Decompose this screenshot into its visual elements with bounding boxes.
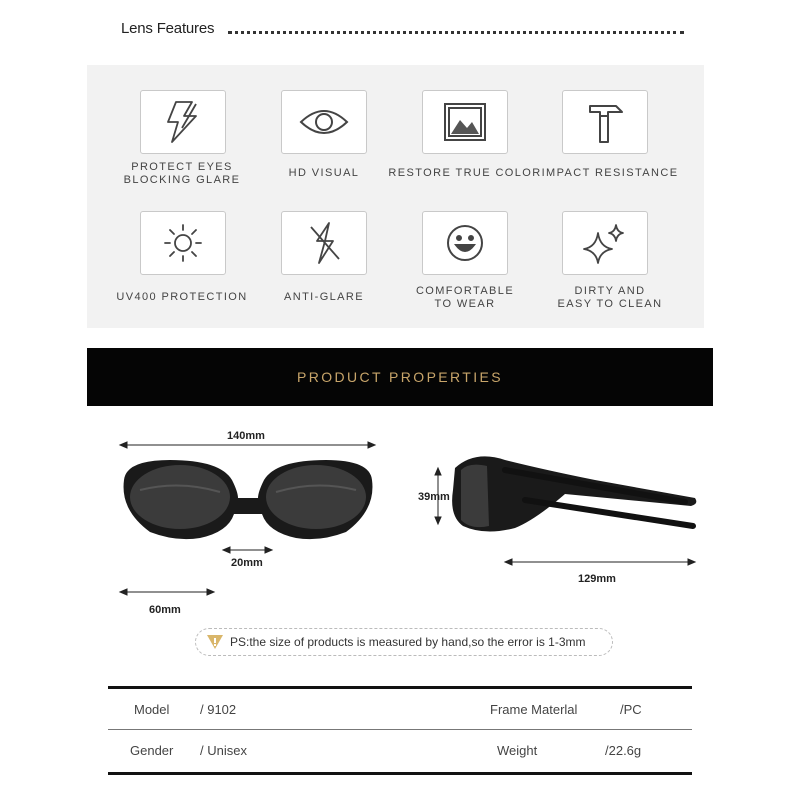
spec-material-label: Frame Materlal xyxy=(490,702,578,717)
spec-gender-value: / Unisex xyxy=(200,743,247,758)
spec-material-value: /PC xyxy=(620,702,642,717)
feature-label-impact: IMPACT RESISTANCE xyxy=(541,167,679,179)
sparkle-icon xyxy=(562,211,648,275)
spec-top-border xyxy=(108,686,692,689)
dimension-bridge: 20mm xyxy=(231,557,263,569)
spec-model-label: Model xyxy=(134,702,170,717)
feature-label-comfortable: COMFORTABLE TO WEAR xyxy=(415,285,515,310)
spec-gender-label: Gender xyxy=(130,743,174,758)
spec-row-divider xyxy=(108,729,692,730)
dimension-lens-height: 39mm xyxy=(418,491,450,503)
dimension-temple-length: 129mm xyxy=(578,573,616,585)
dotted-divider xyxy=(228,31,684,34)
dimension-lens-width: 60mm xyxy=(149,604,181,616)
feature-label-restore-color: RESTORE TRUE COLOR xyxy=(388,167,542,179)
glasses-front xyxy=(124,460,373,539)
sun-icon xyxy=(140,211,226,275)
feature-label-hd-visual: HD VISUAL xyxy=(288,167,360,179)
anti-glare-icon xyxy=(281,211,367,275)
spec-weight-label: Weight xyxy=(497,743,538,758)
picture-icon xyxy=(422,90,508,154)
product-properties-banner xyxy=(87,348,713,406)
hammer-icon xyxy=(562,90,648,154)
glasses-side xyxy=(452,456,696,531)
measurement-note xyxy=(195,628,613,656)
measurement-note-text: PS:the size of products is measured by hand,so the error is 1-3mm xyxy=(230,635,586,649)
glasses-front-diagram xyxy=(110,430,390,610)
feature-label-easy-clean: DIRTY AND EASY TO CLEAN xyxy=(557,285,663,310)
spec-bottom-border xyxy=(108,772,692,775)
spec-weight-value: /22.6g xyxy=(605,743,642,758)
feature-label-protect-eyes: PROTECT EYES BLOCKING GLARE xyxy=(123,161,241,186)
eye-icon xyxy=(281,90,367,154)
spec-model-value: / 9102 xyxy=(200,702,237,717)
feature-label-anti-glare: ANTI-GLARE xyxy=(283,291,364,303)
lightning-icon xyxy=(140,90,226,154)
dimension-total-width: 140mm xyxy=(227,430,265,442)
smile-icon xyxy=(422,211,508,275)
feature-label-uv400: UV400 PROTECTION xyxy=(116,291,248,303)
warning-icon xyxy=(206,633,224,651)
glasses-side-diagram xyxy=(425,440,705,580)
lens-features-title: Lens Features xyxy=(121,20,215,37)
product-properties-title: PRODUCT PROPERTIES xyxy=(296,369,504,385)
